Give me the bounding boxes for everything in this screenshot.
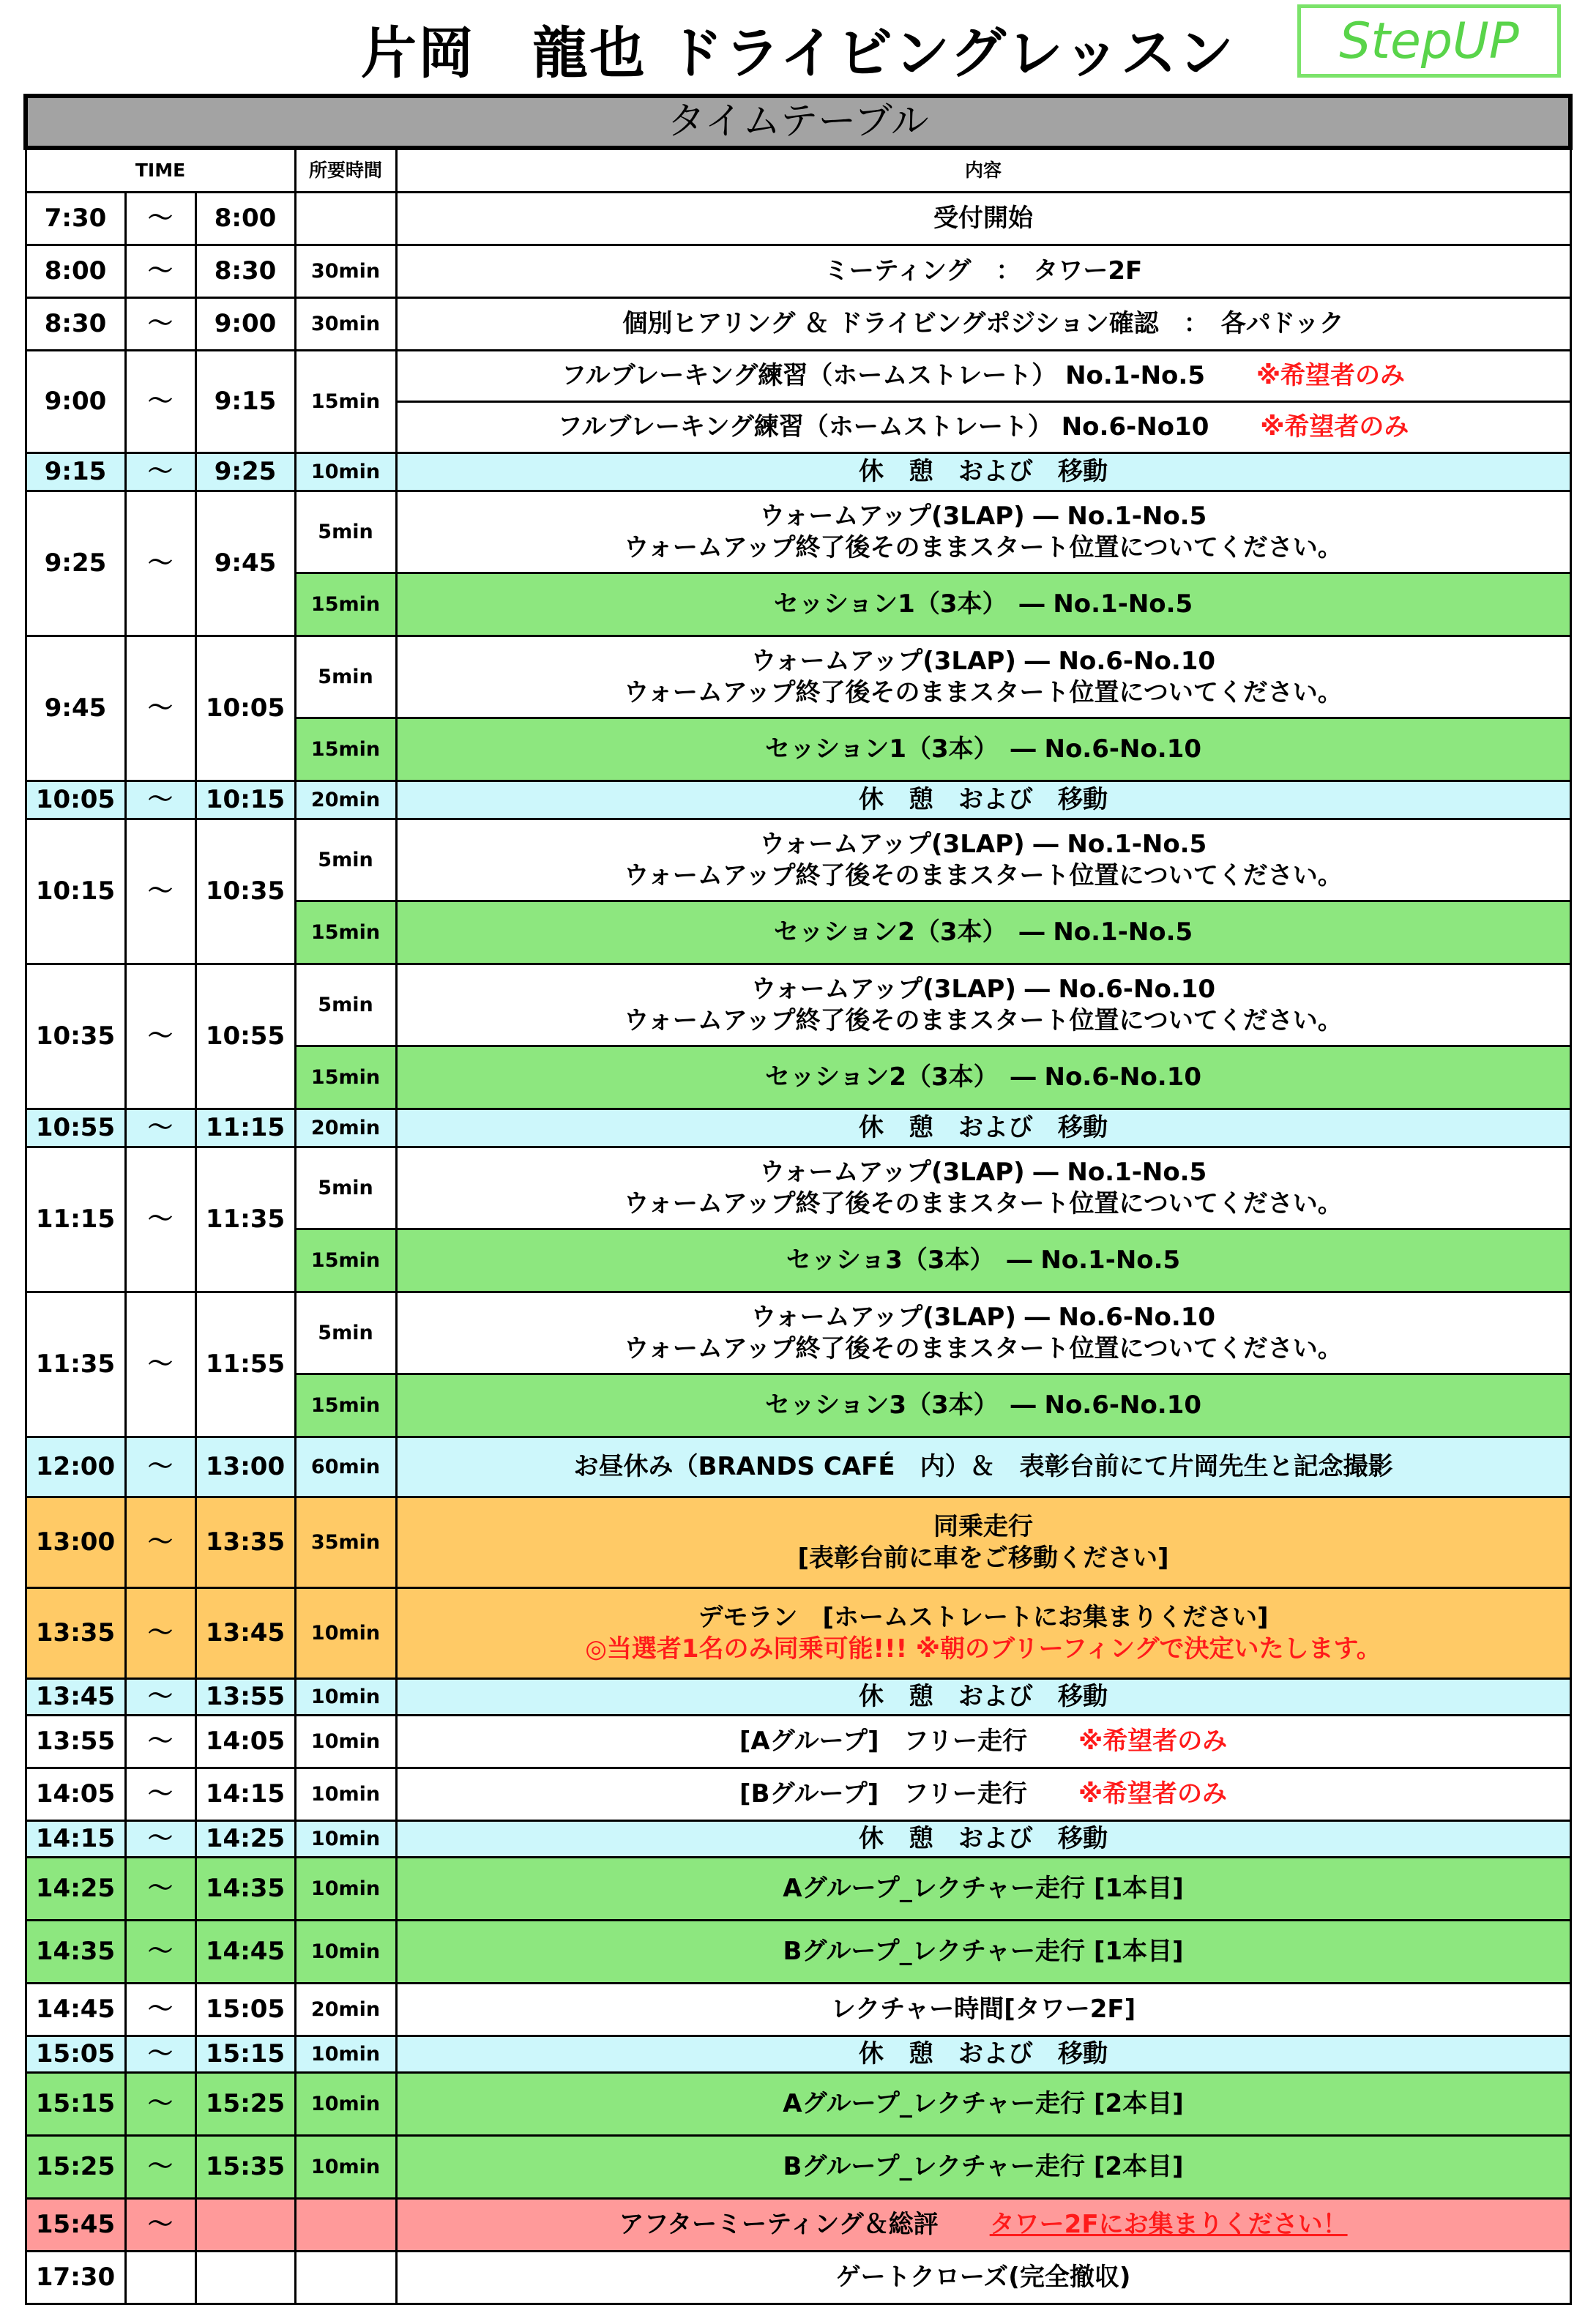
content: [396, 964, 1570, 1046]
content: [396, 1292, 1570, 1374]
content: 休 憩 および 移動: [396, 1821, 1570, 1858]
content: ゲートクローズ(完全撤収): [396, 2252, 1570, 2304]
duration: 15min: [295, 901, 396, 964]
tilde: ～: [125, 636, 195, 781]
content: 個別ヒアリング ＆ ドライビングポジション確認 ： 各パドック: [396, 298, 1570, 351]
start-time: 8:30: [26, 298, 125, 351]
duration: 10min: [295, 453, 396, 491]
table-row: [26, 1821, 1570, 1858]
start-time: 13:45: [26, 1679, 125, 1716]
duration: [295, 2252, 396, 2304]
end-time: 10:05: [195, 636, 295, 781]
content: セッション3（3本） ― No.6-No.10: [396, 1374, 1570, 1437]
content: [396, 1497, 1570, 1588]
tilde: ～: [125, 1109, 195, 1147]
start-time: 11:35: [26, 1292, 125, 1437]
duration: 20min: [295, 1109, 396, 1147]
table-row: [26, 193, 1570, 245]
start-time: 15:25: [26, 2136, 125, 2199]
content-text-2: [表彰台前に車をご移動ください]: [797, 1543, 1169, 1573]
timetable-banner: タイムテーブル: [26, 96, 1570, 148]
content-text: ウォームアップ(3LAP) ― No.6-No.10: [750, 975, 1216, 1004]
end-time: 8:30: [195, 245, 295, 298]
header-duration: 所要時間: [295, 148, 396, 193]
content: [396, 491, 1570, 573]
tilde: ～: [125, 1437, 195, 1497]
content-text: ウォームアップ(3LAP) ― No.1-No.5: [759, 830, 1207, 859]
content: 休 憩 および 移動: [396, 781, 1570, 819]
end-time: 14:25: [195, 1821, 295, 1858]
duration: 15min: [295, 351, 396, 453]
table-row: [26, 1921, 1570, 1984]
table-row: [26, 1437, 1570, 1497]
end-time: 15:35: [195, 2136, 295, 2199]
duration: 15min: [295, 1046, 396, 1109]
end-time: 13:45: [195, 1588, 295, 1679]
content: セッショ3（3本） ― No.1-No.5: [396, 1229, 1570, 1292]
content: セッション1（3本） ― No.1-No.5: [396, 573, 1570, 636]
tilde: ～: [125, 1679, 195, 1716]
start-time: 9:45: [26, 636, 125, 781]
tilde: ～: [125, 781, 195, 819]
duration: 15min: [295, 1229, 396, 1292]
table-row: [26, 1109, 1570, 1147]
duration: 5min: [295, 1292, 396, 1374]
content-text: フルブレーキング練習（ホームストレート） No.6-No10: [557, 412, 1209, 442]
content: [396, 402, 1570, 453]
duration: 10min: [295, 1716, 396, 1768]
duration: 10min: [295, 1858, 396, 1921]
start-time: 10:35: [26, 964, 125, 1109]
content-text-2: ウォームアップ終了後そのままスタート位置についてください。: [624, 1333, 1343, 1363]
start-time: 9:25: [26, 491, 125, 636]
content-text: ウォームアップ(3LAP) ― No.1-No.5: [759, 502, 1207, 531]
end-time: 9:15: [195, 351, 295, 453]
table-row: [26, 2073, 1570, 2136]
tilde: ～: [125, 1858, 195, 1921]
duration: 10min: [295, 1768, 396, 1821]
tilde: ～: [125, 1147, 195, 1292]
duration: 15min: [295, 718, 396, 781]
duration: 60min: [295, 1437, 396, 1497]
tilde: ～: [125, 1984, 195, 2036]
content-text: ウォームアップ(3LAP) ― No.6-No.10: [750, 647, 1216, 676]
duration: 10min: [295, 1679, 396, 1716]
content-text: デモラン [ホームストレートにお集まりください]: [698, 1603, 1269, 1632]
start-time: 10:15: [26, 819, 125, 964]
duration: 15min: [295, 573, 396, 636]
start-time: 13:00: [26, 1497, 125, 1588]
end-time: 14:05: [195, 1716, 295, 1768]
content: Aグループ_レクチャー走行 [2本目]: [396, 2073, 1570, 2136]
note: ◎当選者1名のみ同乗可能!!! ※朝のブリーフィングで決定いたします。: [585, 1634, 1381, 1664]
table-row: [26, 1858, 1570, 1921]
note: ※希望者のみ: [1078, 1779, 1228, 1809]
content-text-2: ウォームアップ終了後そのままスタート位置についてください。: [624, 860, 1343, 890]
duration: [295, 193, 396, 245]
duration: 30min: [295, 298, 396, 351]
table-row: [26, 245, 1570, 298]
end-time: 15:05: [195, 1984, 295, 2036]
table-row: [26, 1147, 1570, 1229]
content: Bグループ_レクチャー走行 [1本目]: [396, 1921, 1570, 1984]
content: 休 憩 および 移動: [396, 1679, 1570, 1716]
stepup-badge: StepUP: [1297, 4, 1561, 78]
tilde: ～: [125, 1588, 195, 1679]
table-row: [26, 2252, 1570, 2304]
tilde: ～: [125, 1768, 195, 1821]
content-text: [Aグループ] フリー走行: [739, 1727, 1028, 1757]
table-row: [26, 1984, 1570, 2036]
duration: [295, 2199, 396, 2252]
duration: 20min: [295, 1984, 396, 2036]
tilde: ～: [125, 1821, 195, 1858]
end-time: 9:45: [195, 491, 295, 636]
tilde: ～: [125, 453, 195, 491]
start-time: 14:15: [26, 1821, 125, 1858]
table-row: [26, 298, 1570, 351]
note: ※希望者のみ: [1256, 361, 1406, 391]
start-time: 7:30: [26, 193, 125, 245]
start-time: 17:30: [26, 2252, 125, 2304]
end-time: 13:55: [195, 1679, 295, 1716]
tilde: ～: [125, 351, 195, 453]
start-time: 8:00: [26, 245, 125, 298]
duration: 30min: [295, 245, 396, 298]
table-row: [26, 491, 1570, 573]
end-time: 13:00: [195, 1437, 295, 1497]
start-time: 11:15: [26, 1147, 125, 1292]
duration: 5min: [295, 964, 396, 1046]
content: セッション1（3本） ― No.6-No.10: [396, 718, 1570, 781]
end-time: 15:25: [195, 2073, 295, 2136]
duration: 10min: [295, 2136, 396, 2199]
content: [396, 1768, 1570, 1821]
end-time: 15:15: [195, 2036, 295, 2073]
table-row: [26, 1768, 1570, 1821]
content-text-2: ウォームアップ終了後そのままスタート位置についてください。: [624, 1188, 1343, 1218]
start-time: 15:15: [26, 2073, 125, 2136]
content-text-2: ウォームアップ終了後そのままスタート位置についてください。: [624, 1005, 1343, 1035]
table-row: [26, 351, 1570, 402]
duration: 10min: [295, 2036, 396, 2073]
tilde: ～: [125, 193, 195, 245]
table-row: [26, 964, 1570, 1046]
end-time: [195, 2252, 295, 2304]
header-time: TIME: [26, 148, 295, 193]
content: [396, 819, 1570, 901]
tilde: ～: [125, 2036, 195, 2073]
content: Aグループ_レクチャー走行 [1本目]: [396, 1858, 1570, 1921]
content: Bグループ_レクチャー走行 [2本目]: [396, 2136, 1570, 2199]
table-row: [26, 1497, 1570, 1588]
tilde: ～: [125, 1497, 195, 1588]
duration: 10min: [295, 1821, 396, 1858]
end-time: 11:35: [195, 1147, 295, 1292]
content-text: アフターミーティング＆総評: [619, 2210, 939, 2240]
note: ※希望者のみ: [1078, 1727, 1228, 1757]
start-time: 9:15: [26, 453, 125, 491]
content: [396, 351, 1570, 402]
table-row: [26, 1588, 1570, 1679]
content: 休 憩 および 移動: [396, 2036, 1570, 2073]
content: レクチャー時間[タワー2F]: [396, 1984, 1570, 2036]
tilde: ～: [125, 298, 195, 351]
tilde: ～: [125, 819, 195, 964]
duration: 10min: [295, 2073, 396, 2136]
end-time: 13:35: [195, 1497, 295, 1588]
start-time: 13:55: [26, 1716, 125, 1768]
tilde: ～: [125, 2136, 195, 2199]
end-time: 14:35: [195, 1858, 295, 1921]
duration: 35min: [295, 1497, 396, 1588]
end-time: 11:55: [195, 1292, 295, 1437]
end-time: 14:15: [195, 1768, 295, 1821]
content: [396, 636, 1570, 718]
table-row: [26, 2036, 1570, 2073]
duration: 10min: [295, 1921, 396, 1984]
table-row: [26, 1679, 1570, 1716]
duration: 15min: [295, 1374, 396, 1437]
duration: 5min: [295, 491, 396, 573]
duration: 10min: [295, 1588, 396, 1679]
content: 休 憩 および 移動: [396, 1109, 1570, 1147]
content-text: 同乗走行: [933, 1512, 1034, 1541]
start-time: 10:05: [26, 781, 125, 819]
content: 受付開始: [396, 193, 1570, 245]
content-text: [Bグループ] フリー走行: [739, 1779, 1027, 1809]
tilde: ～: [125, 2073, 195, 2136]
end-time: 11:15: [195, 1109, 295, 1147]
table-row: [26, 2199, 1570, 2252]
tilde: ～: [125, 1292, 195, 1437]
start-time: 14:45: [26, 1984, 125, 2036]
end-time: 14:45: [195, 1921, 295, 1984]
content: ミーティング ： タワー2F: [396, 245, 1570, 298]
start-time: 10:55: [26, 1109, 125, 1147]
tilde-blank: [125, 2252, 195, 2304]
table-row: [26, 1716, 1570, 1768]
page-title: 片岡 龍也 ドライビングレッスン: [361, 21, 1235, 86]
table-row: [26, 453, 1570, 491]
end-time: 8:00: [195, 193, 295, 245]
content: セッション2（3本） ― No.6-No.10: [396, 1046, 1570, 1109]
end-time: 10:15: [195, 781, 295, 819]
start-time: 15:05: [26, 2036, 125, 2073]
table-row: [26, 2136, 1570, 2199]
table-row: [26, 636, 1570, 718]
header-content: 内容: [396, 148, 1570, 193]
duration: 5min: [295, 636, 396, 718]
content-text: フルブレーキング練習（ホームストレート） No.1-No.5: [562, 361, 1205, 391]
content-text-2: ウォームアップ終了後そのままスタート位置についてください。: [624, 677, 1343, 707]
tilde: ～: [125, 1716, 195, 1768]
table-row: [26, 819, 1570, 901]
start-time: 9:00: [26, 351, 125, 453]
end-time: 9:25: [195, 453, 295, 491]
tilde: ～: [125, 491, 195, 636]
content-text-2: ウォームアップ終了後そのままスタート位置についてください。: [624, 532, 1343, 562]
table-row: [26, 781, 1570, 819]
start-time: 12:00: [26, 1437, 125, 1497]
end-time: [195, 2199, 295, 2252]
duration: 5min: [295, 1147, 396, 1229]
end-time: 10:55: [195, 964, 295, 1109]
content: [396, 2199, 1570, 2252]
content: [396, 1588, 1570, 1679]
content-text: ウォームアップ(3LAP) ― No.1-No.5: [759, 1158, 1207, 1187]
content: お昼休み（BRANDS CAFÉ 内）＆ 表彰台前にて片岡先生と記念撮影: [396, 1437, 1570, 1497]
start-time: 14:35: [26, 1921, 125, 1984]
table-row: [26, 1292, 1570, 1374]
content: [396, 1716, 1570, 1768]
start-time: 14:25: [26, 1858, 125, 1921]
duration: 20min: [295, 781, 396, 819]
duration: 5min: [295, 819, 396, 901]
end-time: 10:35: [195, 819, 295, 964]
start-time: 13:35: [26, 1588, 125, 1679]
content: 休 憩 および 移動: [396, 453, 1570, 491]
timetable: [23, 94, 1573, 2305]
tilde: ～: [125, 245, 195, 298]
end-time: 9:00: [195, 298, 295, 351]
tilde: ～: [125, 1921, 195, 1984]
note: ※希望者のみ: [1260, 412, 1409, 442]
start-time: 15:45: [26, 2199, 125, 2252]
content: セッション2（3本） ― No.1-No.5: [396, 901, 1570, 964]
tilde: ～: [125, 2199, 195, 2252]
content-text: ウォームアップ(3LAP) ― No.6-No.10: [750, 1303, 1216, 1332]
tilde: ～: [125, 964, 195, 1109]
content: [396, 1147, 1570, 1229]
start-time: 14:05: [26, 1768, 125, 1821]
note: タワー2Fにお集まりください！: [989, 2210, 1348, 2240]
